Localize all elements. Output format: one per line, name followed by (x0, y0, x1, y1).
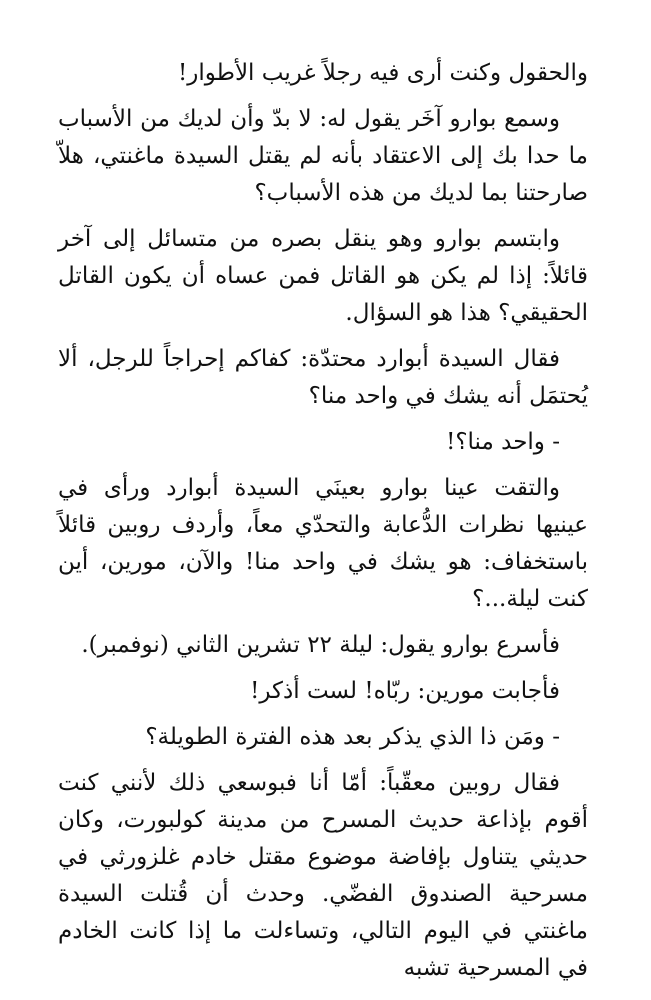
paragraph-2: وسمع بوارو آخَر يقول له: لا بدّ وأن لديك من الأسباب ما حدا بك إلى الاعتقاد بأنه لم يقتل السيدة ماغنتي، هلاّ صارحتنا بما لديك من هذه الأسباب؟ (58, 106, 588, 206)
paragraph-6: فقال روبين معقّباً: أمّا أنا فبوسعي ذلك لأنني كنت أقوم بإذاعة حديث المسرح من مدينة كولبورت، وكان حديثي يتناول بإفاضة موضوع مقتل خادم غلزورثي في مسرحية الصندوق الفضّي. وحدث أن قُتلت السيدة ماغنتي في اليوم التالي، وتساءلت ما إذا كانت الخادم في المسرحية تشبه (58, 770, 588, 981)
book-page (58, 55, 588, 996)
dialog-line-3: فأجابت مورين: ربّاه! لست أذكر! (250, 678, 560, 704)
dialog-line-1: - واحد منا؟! (446, 429, 560, 455)
paragraph-4: فقال السيدة أبوارد محتدّة: كفاكم إحراجاً للرجل، ألا يُحتمَل أنه يشك في واحد منا؟ (58, 346, 588, 409)
paragraph-1: والحقول وكنت أرى فيه رجلاً غريب الأطوار! (178, 60, 588, 86)
dialog-line-2: فأسرع بوارو يقول: ليلة ٢٢ تشرين الثاني (نوفمبر). (81, 632, 560, 658)
dialog-line-4: - ومَن ذا الذي يذكر بعد هذه الفترة الطويلة؟ (145, 724, 560, 750)
paragraph-3: وابتسم بوارو وهو ينقل بصره من متسائل إلى آخر قائلاً: إذا لم يكن هو القاتل فمن عساه أن يكون القاتل الحقيقي؟ هذا هو السؤال. (58, 226, 588, 326)
paragraph-5: والتقت عينا بوارو بعينَي السيدة أبوارد ورأى في عينيها نظرات الدُّعابة والتحدّي معاً، وأردف روبين قائلاً باستخفاف: هو يشك في واحد منا! والآن، مورين، أين كنت ليلة...؟ (58, 475, 588, 612)
